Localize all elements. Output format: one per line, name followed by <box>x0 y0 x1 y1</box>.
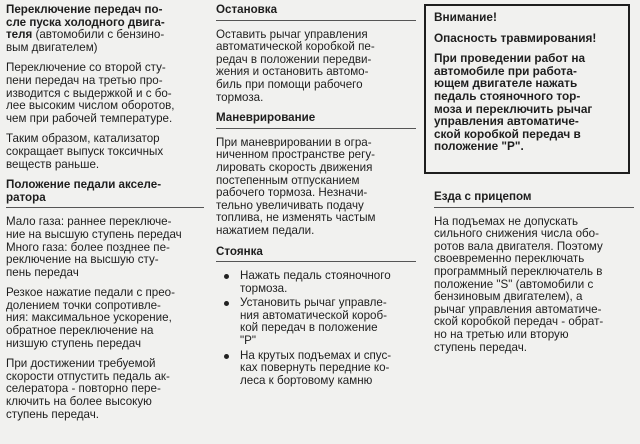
text-line: ках повернуть передние ко- <box>240 361 390 375</box>
heading-note: (автомобили с бензино- <box>35 28 165 42</box>
text-line: нажатием педали. <box>216 223 315 237</box>
heading-note-line: вым двигателем) <box>6 40 98 54</box>
cold-start-heading <box>6 4 204 54</box>
warning-line: автомобиле при работа- <box>434 63 577 78</box>
paragraph-maneuver <box>216 137 416 238</box>
paragraph-catalyst <box>6 133 204 171</box>
bullet-item <box>216 297 416 347</box>
heading-line: Езда с прицепом <box>434 190 532 203</box>
warning-line: положение "P". <box>434 139 524 154</box>
maneuver-heading <box>216 112 416 129</box>
text-line: пени передач на третью про- <box>6 73 163 87</box>
text-line: постепенным отпусканием <box>216 173 360 187</box>
text-line: биль при помощи рабочего <box>216 77 363 91</box>
divider <box>6 207 204 208</box>
text-line: жения и остановить автомо- <box>216 65 369 79</box>
paragraph-stop <box>216 29 416 105</box>
text-line: но на третью или вторую <box>434 327 569 341</box>
text-line: леса к бортовому камню <box>240 373 373 387</box>
warning-line: управления автоматиче- <box>434 114 579 129</box>
towing-heading <box>434 191 634 208</box>
text-line: Переключение со второй сту- <box>6 61 166 75</box>
text-line: тормоза. <box>216 90 264 104</box>
text-line: ступень передач. <box>434 340 528 354</box>
text-line: веществ раньше. <box>6 157 100 171</box>
text-line: тормоза. <box>240 281 288 295</box>
column-1 <box>6 4 204 429</box>
parking-heading <box>216 246 416 263</box>
divider <box>216 128 416 129</box>
text-line: чем при рабочей температуре. <box>6 111 173 125</box>
heading-line: ратора <box>6 190 46 204</box>
warning-line: педаль стояночного тор- <box>434 88 581 103</box>
divider <box>434 207 634 208</box>
text-line: ние на высшую ступень передач <box>6 227 182 241</box>
stop-heading <box>216 4 416 21</box>
warning-box <box>424 4 630 174</box>
warning-line: ющем двигателе нажать <box>434 76 578 91</box>
paragraph-kickdown <box>6 287 204 350</box>
text-line: положение "S" (автомобили с <box>434 277 594 291</box>
divider <box>216 20 416 21</box>
text-line: Оставить рычаг управления <box>216 27 368 41</box>
text-line: рабочего тормоза. Незначи- <box>216 186 368 200</box>
paragraph-towing <box>434 216 634 355</box>
text-line: долением точки сопротивле- <box>6 298 161 312</box>
text-line: пень передач <box>6 265 79 279</box>
warning-line: моза и переключить рычаг <box>434 101 593 116</box>
heading-line: Остановка <box>216 3 278 16</box>
column-2 <box>216 4 416 389</box>
warning-subtitle: Опасность травмирования! <box>434 30 597 45</box>
heading-line <box>6 29 204 42</box>
text-line: реключение на высшую сту- <box>6 253 159 267</box>
text-line: обратное переключение на <box>6 324 154 338</box>
text-line: ротов вала двигателя. Поэтому <box>434 239 603 253</box>
text-line: топлива, не изменять частым <box>216 211 376 225</box>
text-line: низшую ступень передач <box>6 336 141 350</box>
text-line: При маневрировании в огра- <box>216 135 372 149</box>
text-line: ключить на более высокую <box>6 395 152 409</box>
text-line: ния автоматической короб- <box>240 308 387 322</box>
heading-line: Маневрирование <box>216 111 316 125</box>
text-line: редач в положении передви- <box>216 52 372 66</box>
text-line: Таким образом, катализатор <box>6 132 160 146</box>
text-line: "P" <box>240 334 256 348</box>
text-line: тельно увеличивать подачу <box>216 198 364 212</box>
bullet-icon <box>224 274 229 279</box>
bullet-icon <box>224 301 229 306</box>
text-line: селератора - повторно пере- <box>6 382 161 396</box>
text-line: ступень передач. <box>6 407 100 421</box>
heading-line: Переключение передач по- <box>6 3 163 16</box>
paragraph-release <box>6 358 204 421</box>
paragraph-throttle <box>6 216 204 279</box>
bullet-item <box>216 350 416 388</box>
text-line: Установить рычаг управле- <box>240 296 387 310</box>
text-line: автоматической коробкой пе- <box>216 40 375 54</box>
pedal-heading <box>6 179 204 208</box>
text-line: ния: максимальное ускорение, <box>6 311 172 325</box>
text-line: рычаг управления автоматиче- <box>434 302 602 316</box>
text-line: своевременно переключать <box>434 252 585 266</box>
text-line: На подъемах не допускать <box>434 214 579 228</box>
text-line: изводится с выдержкой и с бо- <box>6 86 172 100</box>
warning-line: При проведении работ на <box>434 51 586 66</box>
text-line: Резкое нажатие педали с прео- <box>6 286 175 300</box>
bullet-icon <box>224 354 229 359</box>
divider <box>216 261 416 262</box>
text-line: бензиновым двигателем), а <box>434 290 583 304</box>
text-line: Нажать педаль стояночного <box>240 269 391 283</box>
bullet-item <box>216 270 416 295</box>
paragraph-shift <box>6 62 204 125</box>
text-line: лировать скорость движения <box>216 160 373 174</box>
warning-line: ской коробкой передач в <box>434 126 581 141</box>
text-line: кой передач в положение <box>240 321 378 335</box>
heading-line: сле пуска холодного двига- <box>6 15 165 29</box>
text-line: Много газа: более позднее пе- <box>6 240 170 254</box>
towing-section <box>434 191 634 362</box>
text-line: программный переключатель в <box>434 264 603 278</box>
text-line: При достижении требуемой <box>6 357 156 371</box>
text-line: сильного снижения числа обо- <box>434 227 599 241</box>
heading-line: Положение педали акселе- <box>6 178 162 192</box>
warning-title: Внимание! <box>434 10 497 24</box>
heading-line: Стоянка <box>216 244 263 258</box>
text-line: ниченном пространстве регу- <box>216 148 375 162</box>
text-line: скорости отпустить педаль ак- <box>6 369 170 383</box>
text-line: сокращает выпуск токсичных <box>6 144 164 158</box>
text-line: Мало газа: раннее переключе- <box>6 215 172 229</box>
text-line: ской коробкой передач - обрат- <box>434 315 604 329</box>
text-line: лее высоким числом оборотов, <box>6 99 175 113</box>
heading-word: теля <box>6 28 33 42</box>
text-line: На крутых подъемах и спус- <box>240 348 392 362</box>
